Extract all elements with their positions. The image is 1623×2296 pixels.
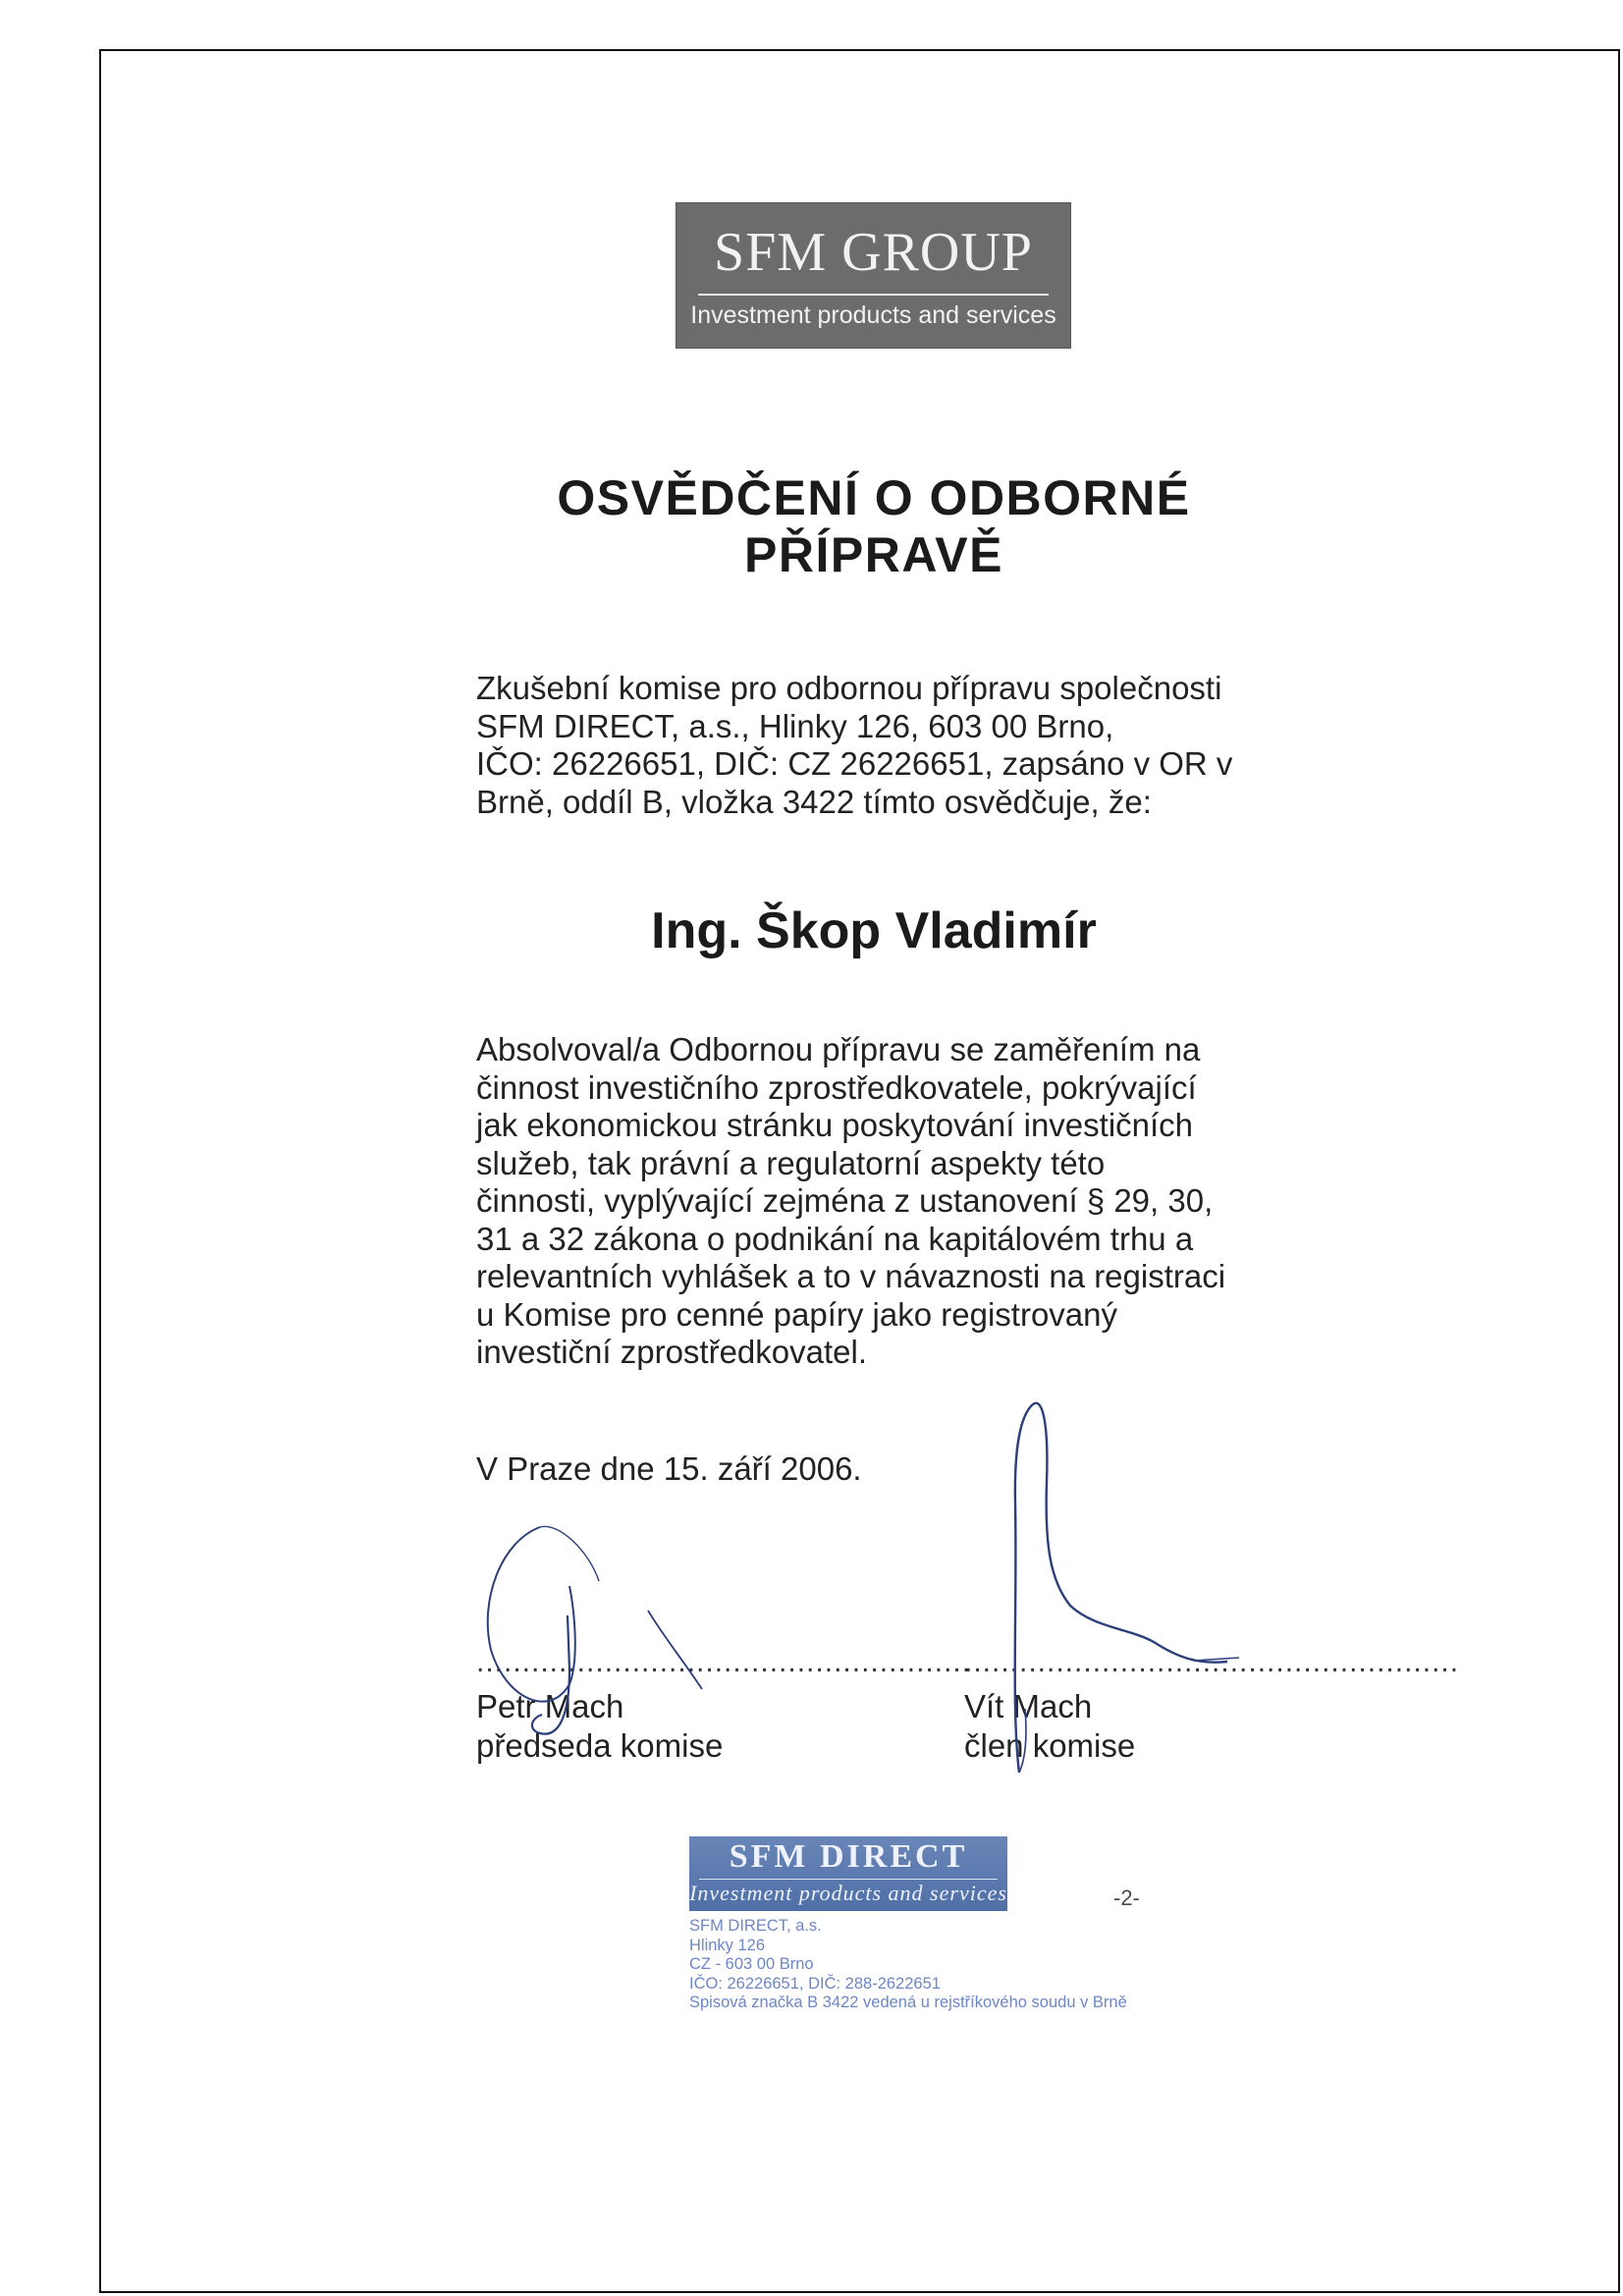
issue-date: V Praze dne 15. září 2006. xyxy=(476,1450,862,1487)
sfm-group-logo xyxy=(676,202,1071,349)
body-line-7: relevantních vyhlášek a to v návaznosti na registraci xyxy=(476,1258,1226,1294)
title-line-1: OSVĚDČENÍ O ODBORNÉ xyxy=(557,470,1191,525)
body-line-8: u Komise pro cenné papíry jako registrovaný xyxy=(476,1295,1118,1333)
logo-tagline: Investment products and services xyxy=(690,301,1056,329)
intro-line-4: Brně, oddíl B, vložka 3422 tímto osvědčuje, že: xyxy=(476,783,1152,820)
title-line-2: PŘÍPRAVĚ xyxy=(744,527,1003,582)
stamp-line-4: IČO: 26226651, DIČ: 288-2622651 xyxy=(689,1974,941,1993)
intro-line-1: Zkušební komise pro odbornou přípravu společnosti xyxy=(476,670,1222,706)
signature-line-left: ...................................................... xyxy=(476,1646,972,1678)
body-line-6: 31 a 32 zákona o podnikání na kapitálovém trhu a xyxy=(476,1220,1194,1257)
intro-paragraph xyxy=(476,670,1256,821)
right-signatory-role: člen komise xyxy=(964,1727,1136,1764)
body-line-1: Absolvoval/a Odbornou přípravu se zaměřením na xyxy=(476,1031,1201,1067)
logo-name: SFM GROUP xyxy=(714,222,1033,283)
left-signatory-role: předseda komise xyxy=(476,1727,724,1764)
body-line-2: činnost investičního zprostředkovatele, pokrývající xyxy=(476,1068,1197,1106)
signature-line-right: ...................................................... xyxy=(964,1646,1460,1678)
stamp-line-1: SFM DIRECT, a.s. xyxy=(689,1917,822,1935)
stamp-line-5: Spisová značka B 3422 vedená u rejstříkového soudu v Brně xyxy=(689,1994,1127,2011)
stamp-address xyxy=(689,1917,1161,2013)
intro-line-2: SFM DIRECT, a.s., Hlinky 126, 603 00 Brno, xyxy=(476,707,1114,744)
body-line-9: investiční zprostředkovatel. xyxy=(476,1334,868,1370)
stamp-line-2: Hlinky 126 xyxy=(689,1936,766,1954)
body-line-3: jak ekonomickou stránku poskytování investičních xyxy=(476,1107,1194,1143)
recipient-name: Ing. Škop Vladimír xyxy=(651,902,1097,959)
stamp-tagline: Investment products and services xyxy=(689,1881,1007,1905)
intro-line-3: IČO: 26226651, DIČ: CZ 26226651, zapsáno v OR v xyxy=(476,745,1233,782)
right-signatory-name: Vít Mach xyxy=(964,1688,1093,1724)
left-signatory-name: Petr Mach xyxy=(476,1688,624,1724)
body-paragraph xyxy=(476,1031,1256,1372)
sfm-direct-stamp-logo xyxy=(689,1836,1007,1911)
document-title xyxy=(432,469,1316,583)
stamp-line-3: CZ - 603 00 Brno xyxy=(689,1955,814,1973)
stamp-name: SFM DIRECT xyxy=(729,1838,968,1875)
stamp-divider xyxy=(699,1879,998,1880)
page-number: -2- xyxy=(1113,1886,1140,1910)
logo-divider xyxy=(698,294,1049,296)
body-line-5: činnosti, vyplývající zejména z ustanovení § 29, 30, xyxy=(476,1182,1214,1219)
body-line-4: služeb, tak právní a regulatorní aspekty této xyxy=(476,1144,1106,1181)
